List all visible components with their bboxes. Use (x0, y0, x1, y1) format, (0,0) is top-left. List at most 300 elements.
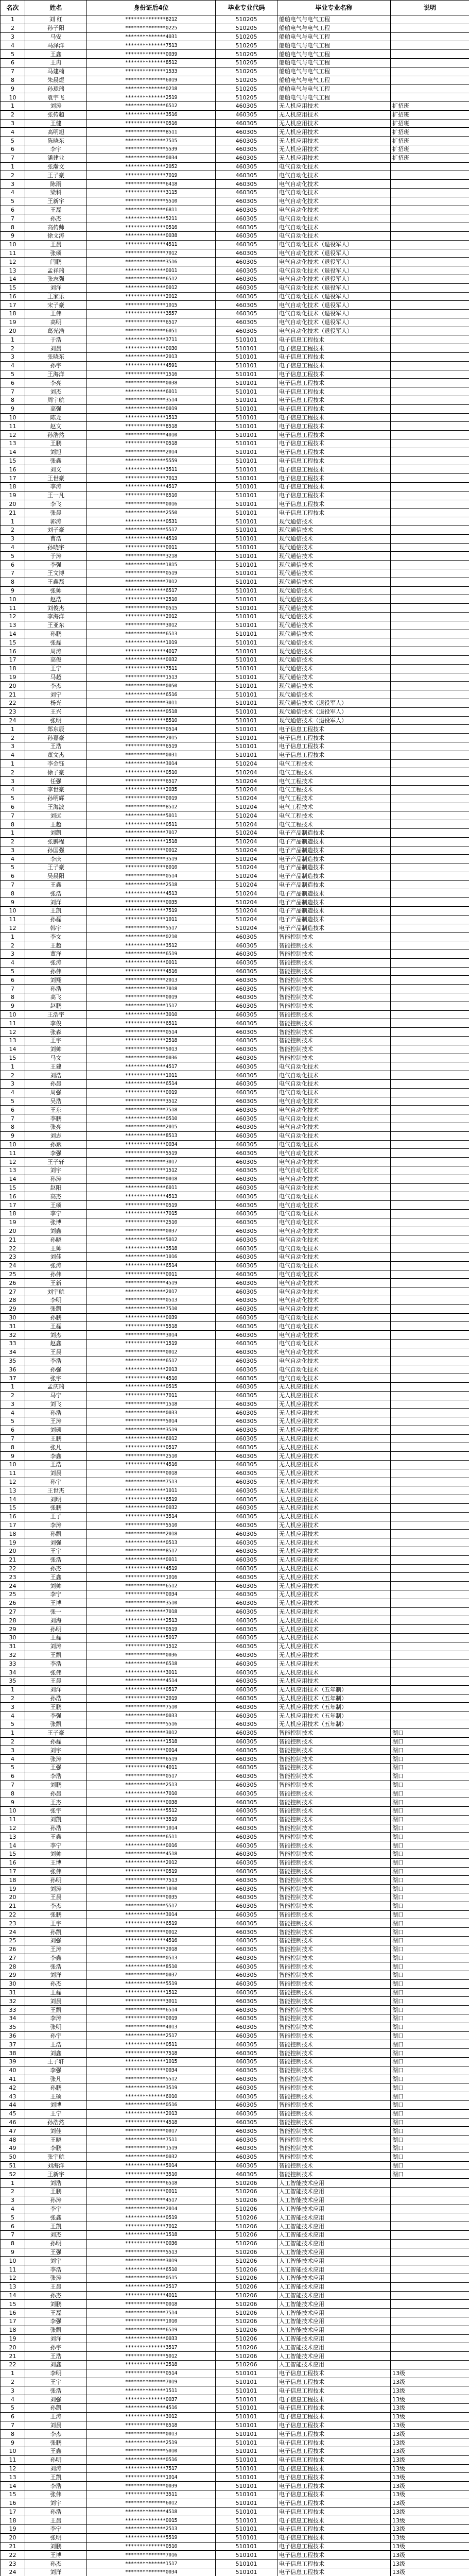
table-row (1, 828, 469, 837)
name-cell: 孙杰 (25, 2560, 87, 2568)
name-cell: 韩宇 (25, 924, 87, 933)
id-cell: **************2035 (87, 785, 216, 794)
major-code-cell: 510205 (216, 41, 277, 50)
name-cell: 王宇 (25, 1037, 87, 1045)
name-cell: 陈雨 (25, 180, 87, 189)
table-row (1, 543, 469, 552)
major-code-cell: 460305 (216, 249, 277, 258)
note-cell: 13级 (391, 2525, 469, 2534)
major-name-cell: 现代通信技术（退役军人） (277, 699, 391, 707)
major-name-cell: 无人机应用技术 (277, 154, 391, 162)
name-cell: 孙浩 (25, 1694, 87, 1703)
rank-cell: 48 (1, 2136, 25, 2144)
table-row (1, 58, 469, 67)
major-name-cell: 人工智能技术应用 (277, 2257, 391, 2265)
table-row (1, 2127, 469, 2136)
major-name-cell: 电气自动化技术 (277, 1261, 391, 1270)
major-name-cell: 智能控制技术 (277, 1781, 391, 1789)
major-name-cell: 智能控制技术 (277, 2049, 391, 2058)
name-cell: 张涛 (25, 2274, 87, 2282)
name-cell: 王兴 (25, 707, 87, 716)
major-code-cell: 460305 (216, 1400, 277, 1409)
major-name-cell: 电气自动化技术（退役军人） (277, 258, 391, 266)
rank-cell: 52 (1, 2170, 25, 2179)
major-name-cell: 无人机应用技术 (277, 1538, 391, 1547)
note-cell (391, 612, 469, 621)
id-cell: **************1519 (87, 2144, 216, 2153)
name-cell: 王新 (25, 1279, 87, 1287)
note-cell (391, 2360, 469, 2369)
name-cell: 李杰 (25, 1902, 87, 1910)
major-code-cell: 460305 (216, 2023, 277, 2031)
name-cell: 刘晨 (25, 2421, 87, 2430)
table-row (1, 1763, 469, 1772)
id-cell: **************4513 (87, 889, 216, 898)
id-cell: **************0019 (87, 2014, 216, 2023)
major-code-cell: 460305 (216, 1910, 277, 1919)
name-cell: 王鑫 (25, 1573, 87, 1582)
table-row (1, 933, 469, 941)
rank-cell: 37 (1, 2040, 25, 2049)
note-cell: 湖口 (391, 1833, 469, 1841)
table-row (1, 1547, 469, 1556)
note-cell (391, 915, 469, 924)
rank-cell: 16 (1, 1192, 25, 1201)
name-cell: 孙子阳 (25, 24, 87, 32)
name-cell: 孙明 (25, 1876, 87, 1885)
major-name-cell: 无人机应用技术（五年制） (277, 1711, 391, 1720)
id-cell: **************2013 (87, 1365, 216, 1374)
table-row (1, 2239, 469, 2248)
major-name-cell: 电子信息工程技术 (277, 379, 391, 387)
major-code-cell: 510205 (216, 15, 277, 24)
major-name-cell: 人工智能技术应用 (277, 2360, 391, 2369)
table-row (1, 803, 469, 811)
rank-cell: 20 (1, 1893, 25, 1902)
rank-cell: 36 (1, 2031, 25, 2040)
id-cell: **************2012 (87, 292, 216, 301)
table-row (1, 1019, 469, 1028)
note-cell (391, 206, 469, 214)
name-cell: 王博 (25, 1599, 87, 1607)
major-code-cell: 460305 (216, 1530, 277, 1538)
header-row (1, 1, 469, 15)
major-code-cell: 460305 (216, 2136, 277, 2144)
name-cell: 李浩 (25, 2265, 87, 2274)
table-row (1, 1209, 469, 1218)
major-code-cell: 510204 (216, 855, 277, 863)
name-cell: 刘远 (25, 811, 87, 820)
major-code-cell: 510204 (216, 777, 277, 786)
id-cell: **************0513 (87, 1296, 216, 1304)
id-cell: **************2513 (87, 2525, 216, 2534)
note-cell (391, 1279, 469, 1287)
table-row (1, 1694, 469, 1703)
rank-cell: 2 (1, 1694, 25, 1703)
note-cell (391, 889, 469, 898)
table-row (1, 1183, 469, 1192)
major-code-cell: 460305 (216, 1798, 277, 1807)
major-name-cell: 智能控制技术 (277, 958, 391, 967)
table-row (1, 396, 469, 405)
id-cell: **************6811 (87, 206, 216, 214)
note-cell (391, 344, 469, 353)
rank-cell: 39 (1, 2058, 25, 2066)
table-row (1, 2265, 469, 2274)
table-row (1, 638, 469, 647)
rank-cell: 10 (1, 1010, 25, 1019)
id-cell: **************8511 (87, 128, 216, 137)
name-cell: 李金钰 (25, 759, 87, 768)
rank-cell: 7 (1, 2421, 25, 2430)
table-row (1, 1400, 469, 1409)
name-cell: 孙晨 (25, 1789, 87, 1798)
rank-cell: 29 (1, 1625, 25, 1634)
name-cell: 王凯 (25, 907, 87, 916)
major-code-cell: 460305 (216, 1728, 277, 1737)
table-row (1, 1651, 469, 1659)
major-code-cell: 510101 (216, 517, 277, 526)
rank-cell: 6 (1, 1106, 25, 1114)
note-cell (391, 630, 469, 638)
rank-cell: 10 (1, 2447, 25, 2455)
rank-cell: 15 (1, 1054, 25, 1062)
major-name-cell: 电子信息工程技术 (277, 2369, 391, 2378)
major-name-cell: 电气自动化技术 (277, 1192, 391, 1201)
major-code-cell: 510101 (216, 751, 277, 759)
note-cell: 湖口 (391, 2040, 469, 2049)
major-name-cell: 电气自动化技术（退役军人） (277, 266, 391, 275)
major-name-cell: 无人机应用技术 (277, 1382, 391, 1391)
table-row (1, 1080, 469, 1089)
id-cell: **************3519 (87, 855, 216, 863)
major-name-cell: 电子信息工程技术 (277, 2482, 391, 2490)
note-cell (391, 335, 469, 344)
id-cell: **************0517 (87, 1772, 216, 1781)
id-cell: **************4013 (87, 2023, 216, 2031)
id-cell: **************0034 (87, 154, 216, 162)
table-row (1, 725, 469, 734)
name-cell: 孙浩 (25, 1409, 87, 1417)
name-cell: 王晨 (25, 1893, 87, 1902)
table-row (1, 2525, 469, 2534)
rank-cell: 5 (1, 1097, 25, 1106)
table-row (1, 647, 469, 656)
rank-cell: 26 (1, 1945, 25, 1954)
major-code-cell: 460305 (216, 1893, 277, 1902)
rank-cell: 8 (1, 2239, 25, 2248)
name-cell: 孙浩 (25, 2507, 87, 2516)
major-name-cell: 无人机应用技术 (277, 128, 391, 137)
major-code-cell: 510101 (216, 621, 277, 630)
note-cell (391, 1244, 469, 1253)
major-code-cell: 460305 (216, 2014, 277, 2023)
major-name-cell: 电气自动化技术 (277, 1140, 391, 1149)
table-row (1, 162, 469, 171)
note-cell (391, 1434, 469, 1443)
table-row (1, 1339, 469, 1348)
name-cell: 刘洋 (25, 1971, 87, 1980)
rank-cell: 42 (1, 2083, 25, 2092)
rank-cell: 51 (1, 2161, 25, 2170)
name-cell: 赵文 (25, 422, 87, 431)
id-cell: **************0034 (87, 1590, 216, 1599)
note-cell (391, 707, 469, 716)
rank-cell: 5 (1, 1763, 25, 1772)
major-name-cell: 电气自动化技术 (277, 1322, 391, 1331)
major-code-cell: 460305 (216, 1936, 277, 1945)
rank-cell: 9 (1, 231, 25, 240)
note-cell: 13级 (391, 2568, 469, 2576)
major-name-cell: 人工智能技术应用 (277, 2239, 391, 2248)
rank-cell: 9 (1, 898, 25, 907)
note-cell (391, 1417, 469, 1426)
note-cell (391, 1235, 469, 1244)
name-cell: 李海洋 (25, 612, 87, 621)
note-cell (391, 569, 469, 578)
id-cell: **************0514 (87, 2369, 216, 2378)
major-name-cell: 船舶电气与电气工程 (277, 93, 391, 102)
major-name-cell: 智能控制技术 (277, 1815, 391, 1824)
rank-cell: 12 (1, 431, 25, 439)
name-cell: 王健 (25, 119, 87, 128)
rank-cell: 12 (1, 1158, 25, 1166)
id-cell: **************6012 (87, 2499, 216, 2507)
table-row (1, 1296, 469, 1304)
name-cell: 刘飞 (25, 1400, 87, 1409)
major-code-cell: 510101 (216, 2403, 277, 2412)
table-row (1, 699, 469, 707)
table-row (1, 1573, 469, 1582)
major-name-cell: 无人机应用技术 (277, 1409, 391, 1417)
id-cell: **************0012 (87, 846, 216, 855)
name-cell: 王强 (25, 2248, 87, 2257)
major-code-cell: 460305 (216, 1227, 277, 1235)
note-cell (391, 231, 469, 240)
name-cell: 王海洋 (25, 370, 87, 379)
id-cell: **************4011 (87, 1763, 216, 1772)
rank-cell: 7 (1, 1434, 25, 1443)
note-cell (391, 1374, 469, 1383)
note-cell (391, 1668, 469, 1677)
table-row (1, 128, 469, 137)
name-cell: 刘鹏 (25, 2300, 87, 2309)
major-name-cell: 电气自动化技术 (277, 1287, 391, 1296)
note-cell (391, 1114, 469, 1123)
major-code-cell: 510206 (216, 2265, 277, 2274)
note-cell (391, 361, 469, 370)
table-row (1, 1936, 469, 1945)
name-cell: 刘晨 (25, 1997, 87, 2006)
table-row (1, 283, 469, 292)
table-row (1, 491, 469, 500)
note-cell: 湖口 (391, 1885, 469, 1893)
major-code-cell: 460305 (216, 162, 277, 171)
major-code-cell: 510205 (216, 50, 277, 59)
major-code-cell: 510101 (216, 690, 277, 699)
note-cell (391, 24, 469, 32)
id-cell: **************0225 (87, 24, 216, 32)
id-cell: **************2014 (87, 2205, 216, 2213)
note-cell: 湖口 (391, 1971, 469, 1980)
major-name-cell: 船舶电气与电气工程 (277, 41, 391, 50)
major-code-cell: 460305 (216, 1979, 277, 1988)
major-code-cell: 460305 (216, 1339, 277, 1348)
id-cell: **************3519 (87, 1815, 216, 1824)
major-code-cell: 460305 (216, 1374, 277, 1383)
major-code-cell: 460305 (216, 240, 277, 249)
major-name-cell: 电子产品制造技术 (277, 828, 391, 837)
name-cell: 刘强 (25, 1936, 87, 1945)
id-cell: **************0033 (87, 1409, 216, 1417)
major-code-cell: 460305 (216, 301, 277, 310)
major-code-cell: 510101 (216, 655, 277, 664)
major-name-cell: 智能控制技术 (277, 1962, 391, 1971)
name-cell: 李强 (25, 1149, 87, 1158)
note-cell: 扩招班 (391, 137, 469, 145)
major-code-cell: 460305 (216, 1010, 277, 1019)
note-cell (391, 1452, 469, 1461)
name-cell: 张亮 (25, 1123, 87, 1132)
name-cell: 马安 (25, 32, 87, 41)
name-cell: 刘涛 (25, 1642, 87, 1651)
table-row (1, 1391, 469, 1400)
rank-cell: 18 (1, 2516, 25, 2525)
table-row (1, 2352, 469, 2361)
major-code-cell: 460305 (216, 266, 277, 275)
id-cell: **************1517 (87, 2560, 216, 2568)
table-row (1, 2031, 469, 2040)
name-cell: 刘翔 (25, 976, 87, 985)
major-name-cell: 智能控制技术 (277, 2040, 391, 2049)
major-name-cell: 电子信息工程技术 (277, 465, 391, 474)
note-cell (391, 1166, 469, 1175)
id-cell: **************7012 (87, 249, 216, 258)
rank-cell: 10 (1, 413, 25, 422)
id-cell: **************0018 (87, 2300, 216, 2309)
rank-cell: 7 (1, 569, 25, 578)
rank-cell: 21 (1, 509, 25, 517)
id-cell: **************0515 (87, 2274, 216, 2282)
rank-cell: 3 (1, 2386, 25, 2395)
note-cell (391, 517, 469, 526)
rank-cell: 11 (1, 1019, 25, 1028)
major-code-cell: 460305 (216, 1062, 277, 1071)
name-cell: 孙涛 (25, 2196, 87, 2205)
id-cell: **************0035 (87, 898, 216, 907)
table-row (1, 1261, 469, 1270)
major-code-cell: 510101 (216, 439, 277, 448)
table-row (1, 361, 469, 370)
major-code-cell: 460305 (216, 1088, 277, 1097)
note-cell: 湖口 (391, 2031, 469, 2040)
table-row (1, 509, 469, 517)
major-code-cell: 460305 (216, 1677, 277, 1686)
major-code-cell: 510101 (216, 2447, 277, 2455)
table-row (1, 777, 469, 786)
name-cell: 孙国强 (25, 846, 87, 855)
major-name-cell: 无人机应用技术（五年制） (277, 1694, 391, 1703)
name-cell: 王帅 (25, 1244, 87, 1253)
name-cell: 刘帅 (25, 1045, 87, 1054)
id-cell: **************0516 (87, 2455, 216, 2464)
name-cell: 王海波 (25, 803, 87, 811)
note-cell (391, 1521, 469, 1530)
major-name-cell: 电子信息工程技术 (277, 335, 391, 344)
major-name-cell: 智能控制技术 (277, 1806, 391, 1815)
major-name-cell: 无人机应用技术 (277, 1452, 391, 1461)
table-row (1, 2334, 469, 2343)
table-row (1, 1469, 469, 1478)
id-cell: **************3014 (87, 759, 216, 768)
name-cell: 李涛 (25, 483, 87, 492)
name-cell: 刘鑫 (25, 1227, 87, 1235)
major-code-cell: 460305 (216, 1659, 277, 1668)
table-row (1, 344, 469, 353)
id-cell: **************5512 (87, 2075, 216, 2083)
id-cell: **************6510 (87, 491, 216, 500)
id-cell: **************3510 (87, 2170, 216, 2179)
table-row (1, 785, 469, 794)
name-cell: 孙磊 (25, 915, 87, 924)
id-cell: **************5517 (87, 526, 216, 535)
name-cell: 李鹏 (25, 1114, 87, 1123)
rank-cell: 1 (1, 828, 25, 837)
id-cell: **************0018 (87, 1469, 216, 1478)
id-cell: **************0516 (87, 223, 216, 232)
major-code-cell: 510206 (216, 2343, 277, 2352)
note-cell (391, 1192, 469, 1201)
id-cell: **************0018 (87, 1175, 216, 1183)
table-row (1, 1962, 469, 1971)
major-code-cell: 510101 (216, 2525, 277, 2534)
rank-cell: 3 (1, 534, 25, 543)
rank-cell: 24 (1, 716, 25, 725)
rank-cell: 2 (1, 837, 25, 846)
major-name-cell: 电气自动化技术 (277, 1209, 391, 1218)
major-name-cell: 电气工程技术 (277, 820, 391, 829)
id-cell: **************2519 (87, 2438, 216, 2447)
major-code-cell: 460305 (216, 318, 277, 327)
name-cell: 刘宇 (25, 2499, 87, 2507)
note-cell (391, 310, 469, 318)
id-cell: **************4017 (87, 647, 216, 656)
rank-cell: 7 (1, 880, 25, 889)
table-row (1, 1313, 469, 1322)
table-row (1, 223, 469, 232)
major-code-cell: 510206 (216, 2282, 277, 2291)
note-cell (391, 2257, 469, 2265)
name-cell: 王磊 (25, 1634, 87, 1642)
rank-cell: 16 (1, 2309, 25, 2317)
name-cell: 孙杰 (25, 2291, 87, 2300)
table-row (1, 1616, 469, 1625)
note-cell (391, 768, 469, 777)
note-cell (391, 2231, 469, 2240)
major-name-cell: 电气自动化技术 (277, 1080, 391, 1089)
name-cell: 刘宇 (25, 1166, 87, 1175)
name-cell: 刘佳 (25, 2127, 87, 2136)
name-cell: 王子 (25, 1512, 87, 1521)
name-cell: 马文 (25, 1054, 87, 1062)
note-cell (391, 690, 469, 699)
id-cell: **************2510 (87, 1452, 216, 1461)
major-code-cell: 510101 (216, 682, 277, 690)
major-code-cell: 510101 (216, 664, 277, 673)
rank-cell: 11 (1, 2265, 25, 2274)
name-cell: 张磊 (25, 638, 87, 647)
name-cell: 李宇 (25, 2205, 87, 2213)
